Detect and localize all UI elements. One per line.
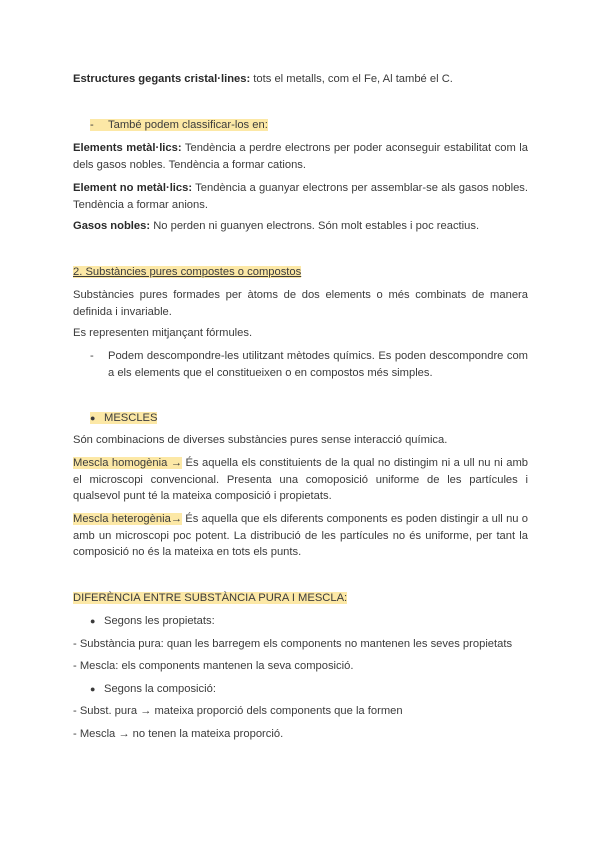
mixture-properties: - Mescla: els components mantenen la seva composició. bbox=[73, 660, 354, 672]
homogeneous-mixture-paragraph: Mescla homogènia → És aquella els constituients de la qual no distingim ni a ull nu ni amb el microscopi convencional. Presenta una comoposició uniforme de les partícules i qualsevol punt té la mateixa composició i propietats. bbox=[73, 457, 528, 502]
section2-heading: 2. Substàncies pures compostes o compostos bbox=[73, 266, 302, 278]
bullet-icon: ● bbox=[90, 684, 96, 694]
noble-gases-paragraph: Gasos nobles: No perden ni guanyen electrons. Són molt estables i poc reactius. bbox=[73, 220, 480, 232]
difference-heading: DIFERÈNCIA ENTRE SUBSTÀNCIA PURA I MESCLA: bbox=[73, 592, 348, 604]
pure-substance-properties: - Substància pura: quan les barregem els components no mantenen les seves propietats bbox=[73, 638, 513, 650]
heterogeneous-mixture-paragraph: Mescla heterogènia→ És aquella que els diferents components es poden distingir a ull nu o amb un microscopi poc potent. La distribució de les partícules no és uniforme, per tant la composició no és la mateixa en tots els punts. bbox=[73, 513, 528, 558]
bullet-icon: ● bbox=[90, 616, 96, 626]
pure-substance-composition: - Subst. pura → mateixa proporció dels components que la formen bbox=[73, 705, 403, 717]
nonmetallic-elements-paragraph: Element no metàl·lics: Tendència a guanyar electrons per assemblar-se als gasos nobles. Tendència a formar anions. bbox=[73, 182, 528, 211]
mescles-heading: ● MESCLES bbox=[90, 410, 157, 427]
composition-bullet: ● Segons la composició: bbox=[90, 681, 545, 698]
metallic-elements-paragraph: Elements metàl·lics: Tendència a perdre electrons per poder aconseguir estabilitat com la dels gasos nobles. Tendència a formar cations. bbox=[73, 142, 528, 171]
mescles-intro: Són combinacions de diverses substàncies pures sense interacció química. bbox=[73, 434, 448, 446]
section2-bullet: - Podem descompondre-les utilitzant mètodes químics. Es poden descompondre com a els elements que el constitueixen o en compostos més simples. bbox=[90, 350, 528, 379]
section2-definition: Substàncies pures formades per àtoms de dos elements o més combinats de manera definida i invariable. bbox=[73, 289, 528, 318]
classify-line: - També podem classificar-los en: bbox=[90, 119, 268, 131]
properties-bullet: ● Segons les propietats: bbox=[90, 613, 545, 630]
crystal-structures-paragraph: Estructures gegants cristal·lines: tots el metalls, com el Fe, Al també el C. bbox=[73, 73, 453, 85]
mixture-composition: - Mescla → no tenen la mateixa proporció. bbox=[73, 728, 284, 740]
section2-formulas: Es representen mitjançant fórmules. bbox=[73, 327, 253, 339]
bullet-icon: ● bbox=[90, 413, 96, 423]
